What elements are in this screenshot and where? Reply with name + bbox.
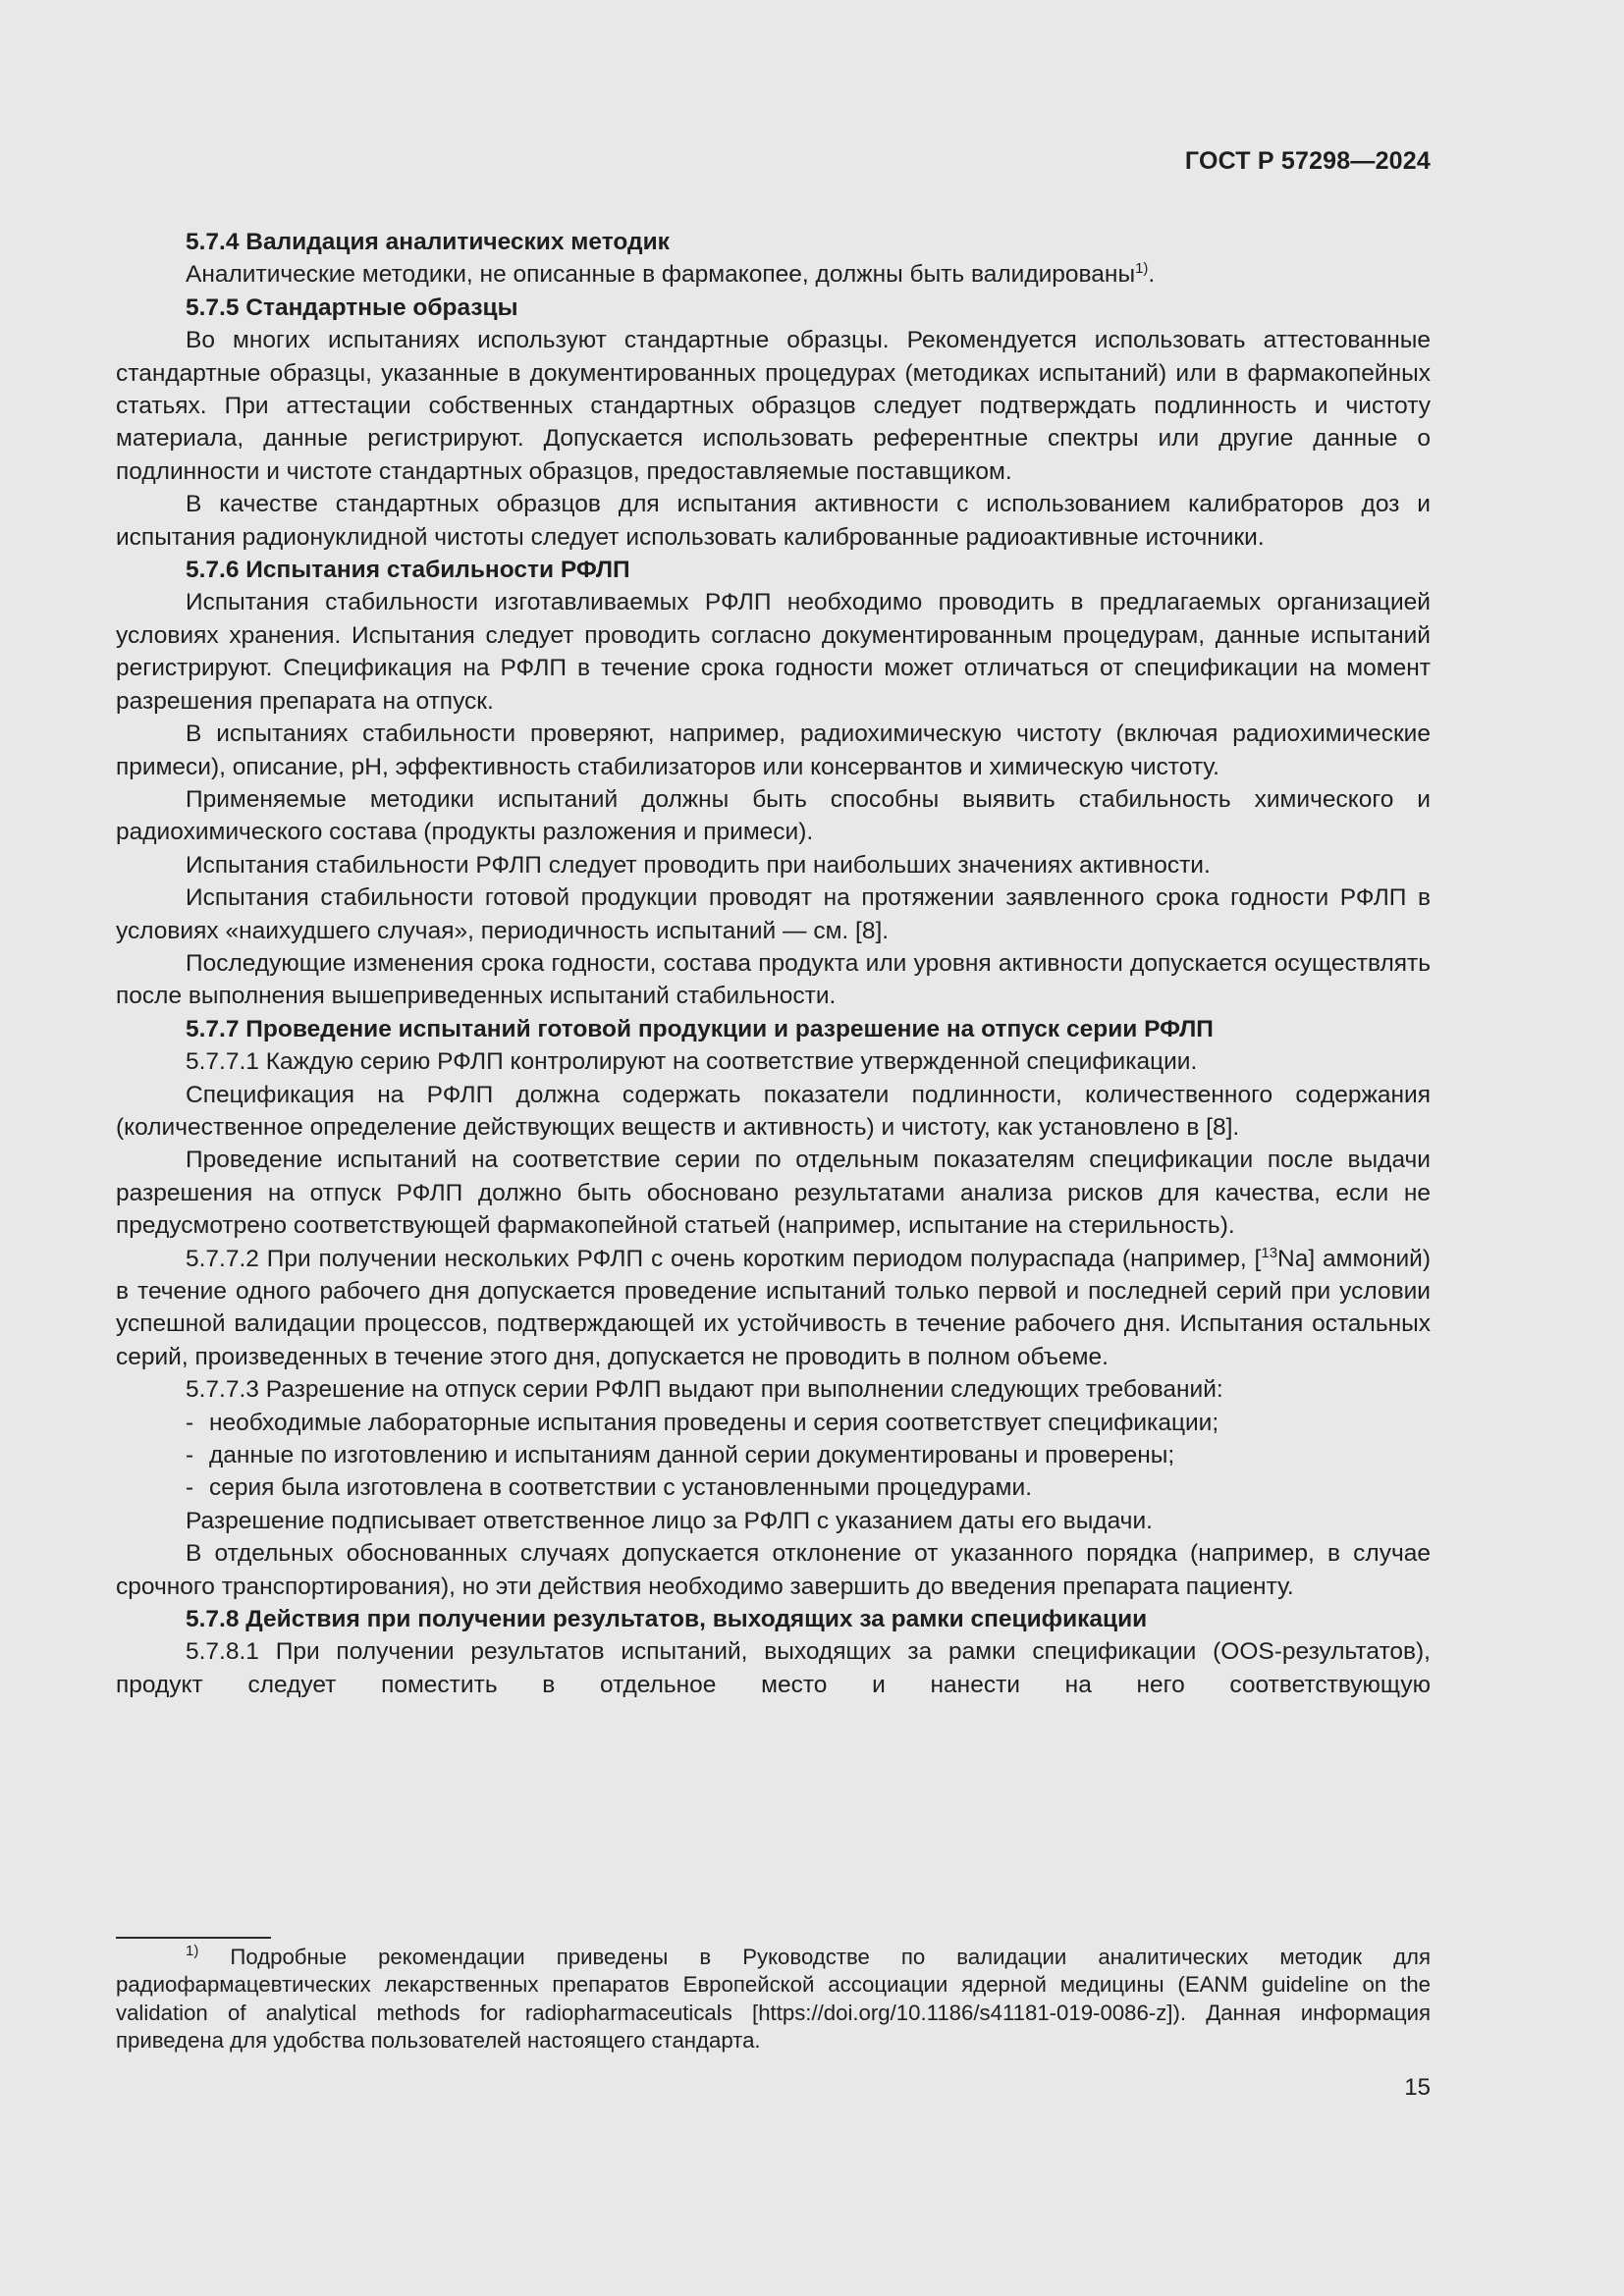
list-item-text: серия была изготовлена в соответствии с установленными процедурами. [209, 1474, 1033, 1502]
paragraph [116, 258, 1431, 291]
paragraph-text: . [1148, 261, 1156, 289]
paragraph: В отдельных обоснованных случаях допускается отклонение от указанного порядка (например, в случае срочного транспортирования), но эти действия необходимо завершить до введения препарата пациенту. [116, 1540, 1431, 1600]
paragraph: Применяемые методики испытаний должны быть способны выявить стабильность химического и радиохимического состава (продукты разложения и примеси). [116, 785, 1431, 846]
footnote-text: Подробные рекомендации приведены в Руководстве по валидации аналитических методик для радиофармацевтических лекарственных препаратов Европейской ассоциации ядерной медицины (EANM guideline on the validation of analytical methods for radiopharmaceuticals [https://doi.org/10.1186/s41181-019-0086-z]). Данная информация приведена для удобства пользователей настоящего стандарта. [116, 1945, 1431, 2054]
list-item [116, 1471, 1431, 1504]
paragraph: В испытаниях стабильности проверяют, например, радиохимическую чистоту (включая радиохимические примеси), описание, pH, эффективность стабилизаторов или консервантов и химическую чистоту. [116, 721, 1431, 780]
paragraph: Проведение испытаний на соответствие серии по отдельным показателям спецификации после выдачи разрешения на отпуск РФЛП должно быть обосновано результатами анализа рисков для качества, если не предусмотрено соответствующей фармакопейной статьей (например, испытание на стерильность). [116, 1147, 1431, 1240]
paragraph: 5.7.7.3 Разрешение на отпуск серии РФЛП выдают при выполнении следующих требований: [186, 1376, 1223, 1404]
list-item-text: необходимые лабораторные испытания проведены и серия соответствует спецификации; [209, 1409, 1219, 1436]
paragraph: Испытания стабильности изготавливаемых РФЛП необходимо проводить в предлагаемых организацией условиях хранения. Испытания следует проводить согласно документированным процедурам, данные испытаний регистрируют. Спецификация на РФЛП в течение срока годности может отличаться от спецификации на момент разрешения препарата на отпуск. [116, 589, 1431, 715]
section-heading-5-7-7: 5.7.7 Проведение испытаний готовой продукции и разрешение на отпуск серии РФЛП [186, 1015, 1214, 1042]
section-heading-5-7-5: 5.7.5 Стандартные образцы [186, 294, 518, 321]
list-item [116, 1439, 1431, 1471]
footnote-paragraph [116, 1944, 1431, 2056]
dash-bullet: - [186, 1474, 194, 1502]
paragraph: 5.7.8.1 При получении результатов испытаний, выходящих за рамки спецификации (OOS-результатов), продукт следует поместить в отдельное место и нанести на него соответствующую [116, 1638, 1431, 1698]
paragraph: 5.7.7.1 Каждую серию РФЛП контролируют на соответствие утвержденной спецификации. [186, 1048, 1198, 1076]
footnote-divider [116, 1937, 271, 1939]
footnote-marker: 1) [186, 1943, 199, 1959]
footnote-reference[interactable]: 1) [1135, 260, 1149, 278]
list-item [116, 1407, 1431, 1439]
list-item-text: данные по изготовлению и испытаниям данной серии документированы и проверены; [209, 1442, 1175, 1469]
paragraph: Разрешение подписывает ответственное лицо за РФЛП с указанием даты его выдачи. [186, 1507, 1153, 1534]
paragraph: Испытания стабильности РФЛП следует проводить при наибольших значениях активности. [186, 851, 1211, 879]
section-heading-5-7-6: 5.7.6 Испытания стабильности РФЛП [186, 557, 630, 584]
paragraph: В качестве стандартных образцов для испытания активности с использованием калибраторов доз и испытания радионуклидной чистоты следует использовать калиброванные радиоактивные источники. [116, 491, 1431, 551]
paragraph [116, 1243, 1431, 1374]
section-heading-5-7-8: 5.7.8 Действия при получении результатов, выходящих за рамки спецификации [186, 1606, 1148, 1633]
isotope-mass-number: 13 [1261, 1244, 1278, 1261]
standard-designation: ГОСТ Р 57298—2024 [1184, 147, 1431, 175]
paragraph: Спецификация на РФЛП должна содержать показатели подлинности, количественного содержания (количественное определение действующих веществ и активность) и чистоту, как установлено в [8]. [116, 1081, 1431, 1141]
paragraph: Испытания стабильности готовой продукции проводят на протяжении заявленного срока годности РФЛП в условиях «наихудшего случая», периодичность испытаний — см. [8]. [116, 884, 1431, 944]
paragraph-text: Na] аммоний) в течение одного рабочего дня допускается проведение испытаний только первой и последней серий при условии успешной валидации процессов, подтверждающей их устойчивость в течение рабочего дня. Испытания остальных серий, произведенных в течение этого дня, допускается не проводить в полном объеме. [116, 1245, 1432, 1370]
document-body [116, 226, 1431, 1701]
paragraph: Последующие изменения срока годности, состава продукта или уровня активности допускается осуществлять после выполнения вышеприведенных испытаний стабильности. [116, 949, 1431, 1010]
section-heading-5-7-4: 5.7.4 Валидация аналитических методик [186, 229, 670, 255]
paragraph-text: 5.7.7.2 При получении нескольких РФЛП с очень коротким периодом полураспада (например, [ [186, 1245, 1262, 1272]
paragraph: Во многих испытаниях используют стандартные образцы. Рекомендуется использовать аттестованные стандартные образцы, указанные в документированных процедурах (методиках испытаний) или в фармакопейных статьях. При аттестации собственных стандартных образцов следует подтверждать подлинность и чистоту материала, данные регистрируют. Допускается использовать референтные спектры или другие данные о подлинности и чистоте стандартных образцов, предоставляемые поставщиком. [116, 327, 1431, 485]
page-number: 15 [1404, 2074, 1431, 2101]
footnote [116, 1944, 1431, 2056]
dash-bullet: - [186, 1409, 194, 1436]
dash-bullet: - [186, 1442, 194, 1469]
paragraph-text: Аналитические методики, не описанные в фармакопее, должны быть валидированы [186, 261, 1136, 289]
